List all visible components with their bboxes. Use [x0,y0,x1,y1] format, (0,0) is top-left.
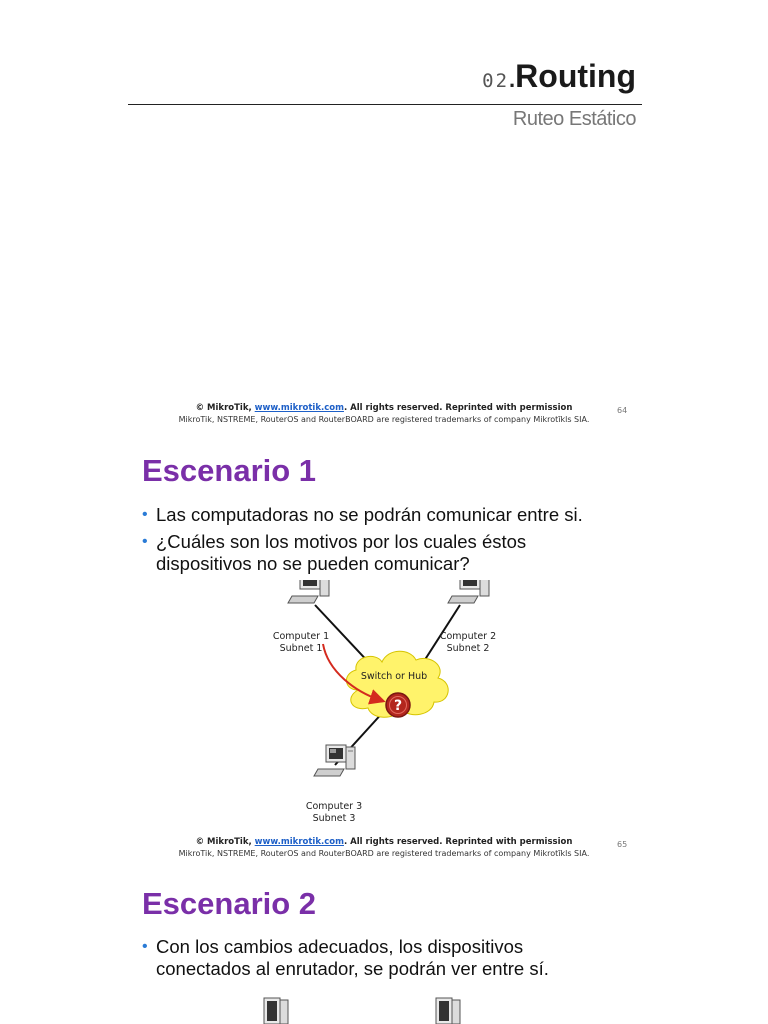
bullet-item: • ¿Cuáles son los motivos por los cuales éstos dispositivos no se pueden comunicar? [142,531,527,574]
trademark-line: MikroTik, NSTREME, RouterOS and RouterBOARD are registered trademarks of company Mikrotīkls SIA. [178,849,590,858]
mikrotik-link[interactable]: www.mikrotik.com [254,837,344,847]
computer-icon [260,996,300,1024]
page-number: 65 [617,840,628,849]
bullet-item: • Las computadoras no se podrán comunicar entre si. [142,504,583,525]
slide-footer [0,837,768,858]
slide-section-header [0,0,768,440]
copyright-prefix: © MikroTik, [195,403,252,413]
question-mark-glyph: ? [393,698,403,714]
slide-escenario-2 [0,872,768,1024]
copyright-suffix: . All rights reserved. Reprinted with permission [343,403,573,413]
copyright-line [0,403,768,413]
computer-2-icon [448,580,489,603]
subnet-3-label: Subnet 3 [312,813,356,824]
bullet-dot-icon: • [142,533,148,550]
computer-1-label: Computer 1 [272,631,330,642]
section-heading [482,58,636,95]
section-divider [128,104,642,105]
slide-title: Escenario 1 [142,453,317,488]
section-subtitle: Ruteo Estático [512,108,636,130]
copyright-prefix: © MikroTik, [195,837,252,847]
subnet-1-label: Subnet 1 [279,643,323,654]
computer-icon [432,996,472,1024]
bullet-list [142,936,562,985]
section-title: Routing [515,58,636,94]
computer-3-icon [314,745,355,776]
bullet-dot-icon: • [142,506,148,523]
subnet-2-label: Subnet 2 [446,643,490,654]
bullet-list [142,504,622,580]
cloud-label: Switch or Hub [360,671,428,682]
section-number: 02 [482,70,510,92]
page-number: 64 [617,406,628,415]
slide-title: Escenario 2 [142,886,317,921]
trademark-line: MikroTik, NSTREME, RouterOS and RouterBOARD are registered trademarks of company Mikrotīkls SIA. [178,415,590,424]
mikrotik-link[interactable]: www.mikrotik.com [254,403,344,413]
bullet-dot-icon: • [142,938,148,955]
question-mark-icon [386,693,410,717]
bullet-item: • Con los cambios adecuados, los dispositivos conectados al enrutador, se podrán ver entre sí. [142,936,549,979]
computer-2-label: Computer 2 [439,631,497,642]
slide-footer [0,403,768,424]
section-dot: . [509,67,516,92]
network-diagram [260,580,520,830]
computer-1-icon [288,580,329,603]
copyright-line [0,837,768,847]
slide-escenario-1 [0,440,768,872]
copyright-suffix: . All rights reserved. Reprinted with permission [343,837,573,847]
computer-3-label: Computer 3 [305,801,363,812]
